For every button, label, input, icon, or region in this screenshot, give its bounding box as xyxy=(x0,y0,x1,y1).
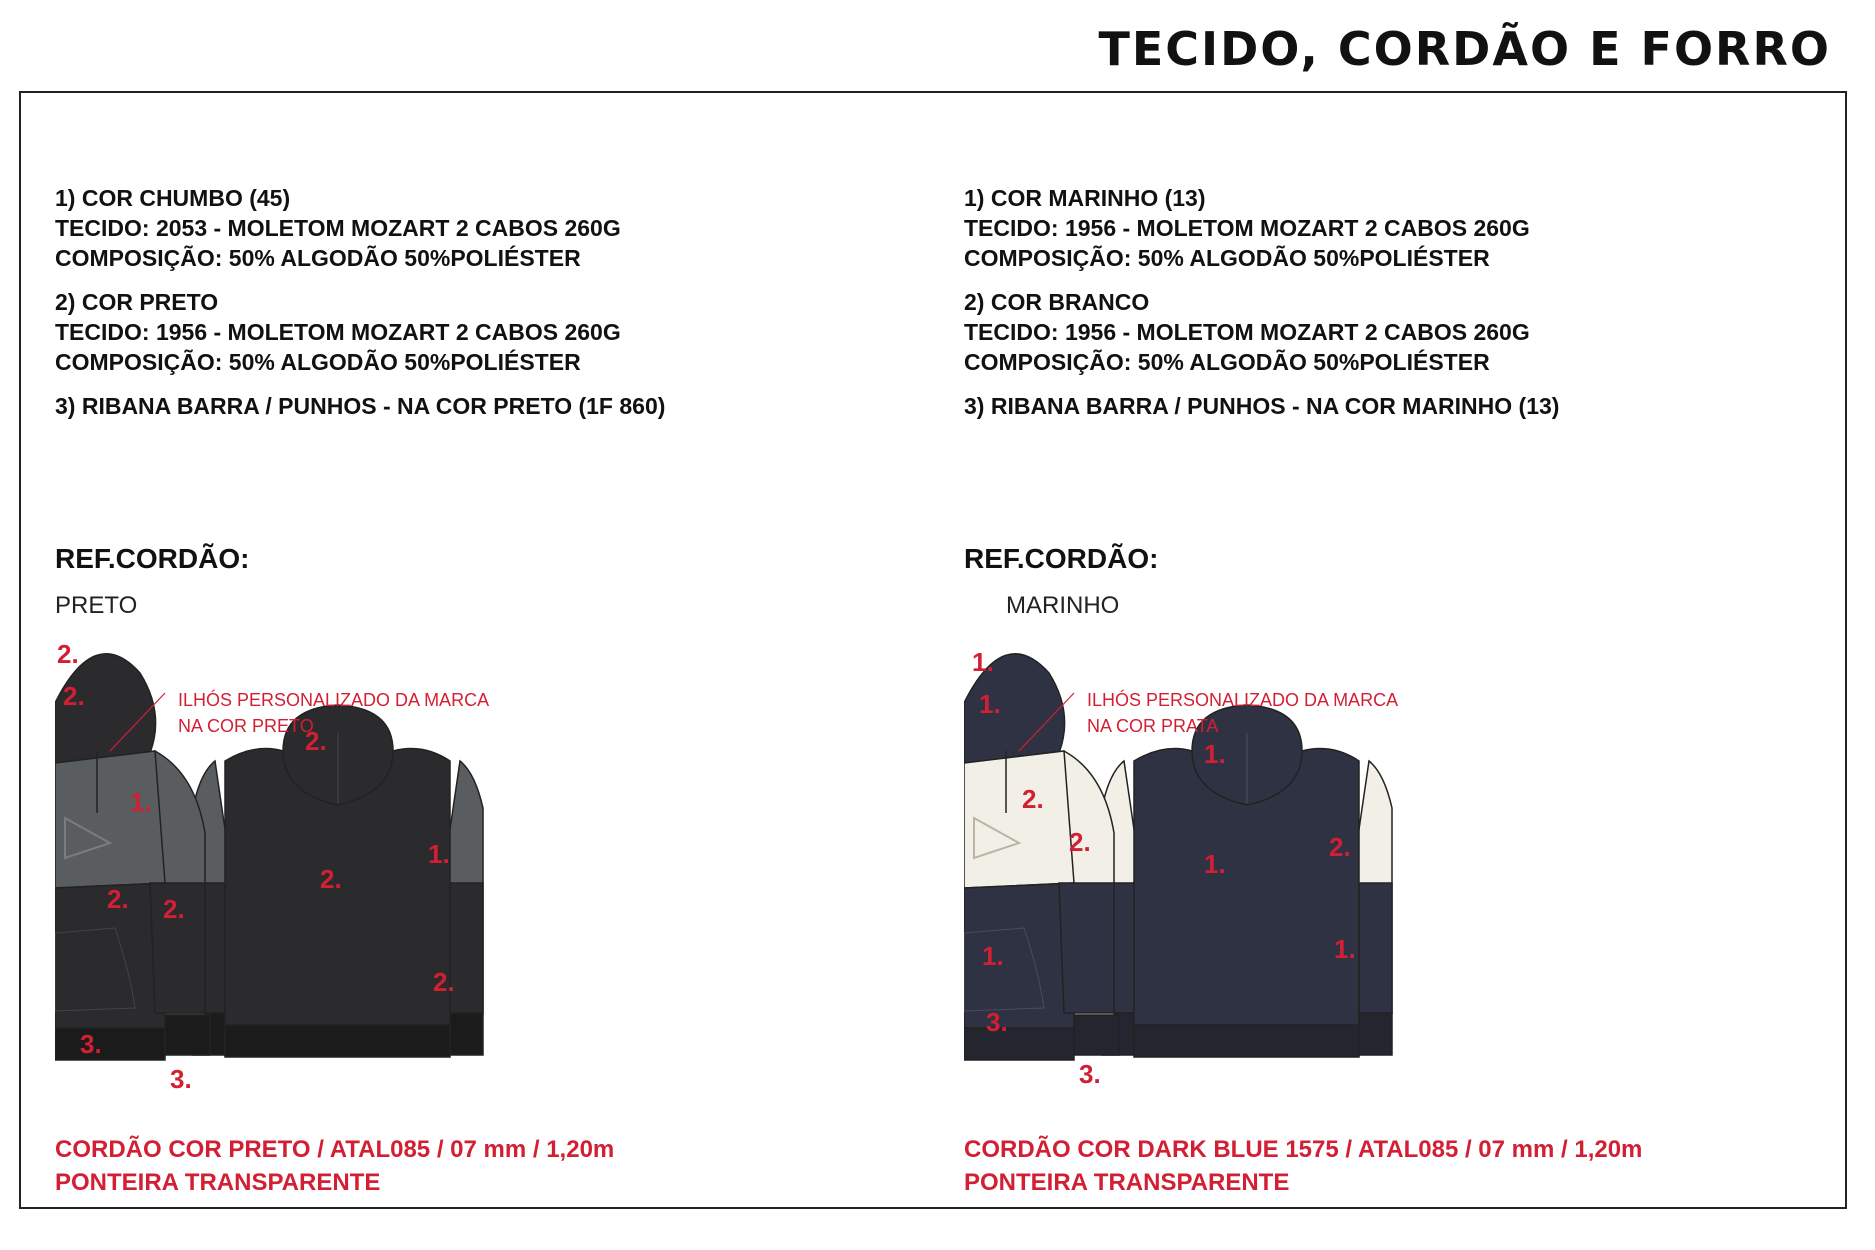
cord-spec xyxy=(55,1133,614,1199)
fabric-spec-2 xyxy=(964,287,1824,377)
mark-front-hood: 2. xyxy=(63,681,85,711)
spec-fabric: TECIDO: 1956 - MOLETOM MOZART 2 CABOS 260G xyxy=(964,319,1530,345)
mark-front-hood: 1. xyxy=(979,689,1001,719)
spec-composition: COMPOSIÇÃO: 50% ALGODÃO 50%POLIÉSTER xyxy=(55,245,581,271)
mark-front-hood-top: 1. xyxy=(972,647,994,677)
callout-line: ILHÓS PERSONALIZADO DA MARCA xyxy=(1087,690,1399,710)
mark-front-pocket: 1. xyxy=(982,941,1004,971)
mark-front-hem: 3. xyxy=(986,1007,1008,1037)
page-title: TECIDO, CORDÃO E FORRO xyxy=(1098,22,1831,76)
cord-spec-line: CORDÃO COR DARK BLUE 1575 / ATAL085 / 07 mm / 1,20m xyxy=(964,1136,1643,1163)
mark-front-cuff: 3. xyxy=(170,1064,192,1094)
spec-fabric: TECIDO: 2053 - MOLETOM MOZART 2 CABOS 260G xyxy=(55,215,621,241)
mark-back-sleeve-upper: 1. xyxy=(428,839,450,869)
variant-preto-chumbo xyxy=(55,93,935,1207)
mark-back-sleeve-lower: 1. xyxy=(1334,934,1356,964)
mark-back-body: 1. xyxy=(1204,849,1226,879)
mark-back-sleeve-lower: 2. xyxy=(433,967,455,997)
mark-back-body: 2. xyxy=(320,864,342,894)
mark-front-body: 1. xyxy=(130,787,152,817)
mark-front-hood-top: 2. xyxy=(57,639,79,669)
cord-tip-line: PONTEIRA TRANSPARENTE xyxy=(55,1169,381,1196)
mark-back-hood: 2. xyxy=(305,726,327,756)
cord-tip-line: PONTEIRA TRANSPARENTE xyxy=(964,1169,1290,1196)
cord-heading: REF.CORDÃO: xyxy=(55,543,250,574)
fabric-spec-list xyxy=(55,183,915,421)
spec-color: 1) COR MARINHO (13) xyxy=(964,185,1206,211)
spec-fabric: TECIDO: 1956 - MOLETOM MOZART 2 CABOS 260G xyxy=(964,215,1530,241)
mark-front-body: 2. xyxy=(1022,784,1044,814)
spec-color: 2) COR PRETO xyxy=(55,289,219,315)
cord-spec xyxy=(964,1133,1642,1199)
mark-front-sleeve: 2. xyxy=(163,894,185,924)
spec-composition: COMPOSIÇÃO: 50% ALGODÃO 50%POLIÉSTER xyxy=(964,349,1490,375)
mark-front-hem: 3. xyxy=(80,1029,102,1059)
spec-color: 1) COR CHUMBO (45) xyxy=(55,185,291,211)
fabric-spec-1 xyxy=(55,183,915,273)
mark-front-pocket: 2. xyxy=(107,884,129,914)
callout-line: NA COR PRATA xyxy=(1087,716,1219,736)
cord-heading: REF.CORDÃO: xyxy=(964,543,1159,574)
ribana-spec: 3) RIBANA BARRA / PUNHOS - NA COR MARINHO (13) xyxy=(964,393,1560,419)
variant-marinho-branco xyxy=(964,93,1844,1207)
mark-back-sleeve-upper: 2. xyxy=(1329,832,1351,862)
ribana-spec: 3) RIBANA BARRA / PUNHOS - NA COR PRETO (1F 860) xyxy=(55,393,666,419)
fabric-spec-list xyxy=(964,183,1824,421)
cord-spec-line: CORDÃO COR PRETO / ATAL085 / 07 mm / 1,20m xyxy=(55,1136,615,1163)
callout-line: ILHÓS PERSONALIZADO DA MARCA xyxy=(178,690,490,710)
cord-color: MARINHO xyxy=(1006,592,1120,619)
mark-back-hood: 1. xyxy=(1204,739,1226,769)
cord-color: PRETO xyxy=(55,592,138,619)
spec-sheet-frame xyxy=(19,91,1847,1209)
spec-fabric: TECIDO: 1956 - MOLETOM MOZART 2 CABOS 260G xyxy=(55,319,621,345)
fabric-spec-1 xyxy=(964,183,1824,273)
spec-composition: COMPOSIÇÃO: 50% ALGODÃO 50%POLIÉSTER xyxy=(964,245,1490,271)
fabric-spec-2 xyxy=(55,287,915,377)
callout-line: NA COR PRETO xyxy=(178,716,314,736)
spec-composition: COMPOSIÇÃO: 50% ALGODÃO 50%POLIÉSTER xyxy=(55,349,581,375)
spec-color: 2) COR BRANCO xyxy=(964,289,1150,315)
mark-front-cuff: 3. xyxy=(1079,1059,1101,1089)
eyelet-callout xyxy=(1087,687,1398,739)
eyelet-callout xyxy=(178,687,489,739)
hoodie-back-view xyxy=(1102,705,1392,1057)
mark-front-sleeve: 2. xyxy=(1069,827,1091,857)
